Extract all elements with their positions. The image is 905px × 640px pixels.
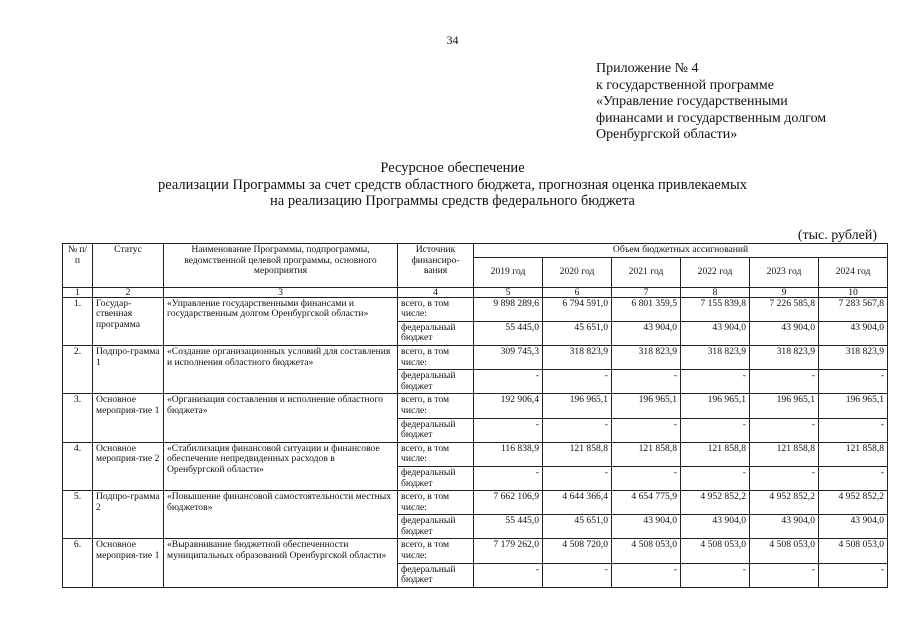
- column-index: 6: [543, 287, 612, 297]
- row-value: 4 952 852,2: [750, 491, 819, 515]
- row-value: 43 904,0: [750, 515, 819, 539]
- column-index: 8: [681, 287, 750, 297]
- row-value: 6 794 591,0: [543, 297, 612, 321]
- row-value: 6 801 359,5: [612, 297, 681, 321]
- header-year: 2021 год: [612, 257, 681, 287]
- header-year: 2020 год: [543, 257, 612, 287]
- row-value: -: [819, 418, 888, 442]
- row-name: «Повышение финансовой самостоятельности местных бюджетов»: [164, 491, 398, 539]
- row-status: Основное мероприя-тие 2: [93, 442, 164, 490]
- title-line: на реализацию Программы средств федерального бюджета: [270, 193, 635, 209]
- row-value: 43 904,0: [681, 515, 750, 539]
- header-year: 2023 год: [750, 257, 819, 287]
- row-value: 43 904,0: [681, 321, 750, 345]
- row-source: федеральный бюджет: [398, 321, 474, 345]
- row-value: -: [612, 370, 681, 394]
- row-value: 196 965,1: [543, 394, 612, 418]
- header-year: 2019 год: [474, 257, 543, 287]
- table-row: [63, 345, 888, 369]
- row-value: -: [474, 466, 543, 490]
- row-value: -: [543, 563, 612, 587]
- row-value: -: [681, 418, 750, 442]
- appendix-line: «Управление государственными: [596, 94, 788, 109]
- appendix-line: Оренбургской области»: [596, 127, 738, 142]
- column-index: 5: [474, 287, 543, 297]
- row-value: 318 823,9: [612, 345, 681, 369]
- row-name: «Организация составления и исполнение областного бюджета»: [164, 394, 398, 442]
- row-value: 4 654 775,9: [612, 491, 681, 515]
- row-value: 45 651,0: [543, 515, 612, 539]
- column-index: 4: [398, 287, 474, 297]
- row-value: 192 906,4: [474, 394, 543, 418]
- column-index: 3: [164, 287, 398, 297]
- column-index: 7: [612, 287, 681, 297]
- row-value: -: [612, 466, 681, 490]
- row-value: 43 904,0: [819, 321, 888, 345]
- row-value: 45 651,0: [543, 321, 612, 345]
- title-line: Ресурсное обеспечение: [380, 160, 525, 176]
- row-value: 4 508 053,0: [681, 539, 750, 563]
- row-source: федеральный бюджет: [398, 515, 474, 539]
- column-index: 1: [63, 287, 93, 297]
- row-value: -: [681, 370, 750, 394]
- column-index: 9: [750, 287, 819, 297]
- header-num: № п/п: [63, 244, 93, 288]
- header-year: 2024 год: [819, 257, 888, 287]
- row-value: 7 226 585,8: [750, 297, 819, 321]
- appendix-line: к государственной программе: [596, 77, 774, 93]
- row-value: -: [681, 466, 750, 490]
- row-value: 318 823,9: [819, 345, 888, 369]
- row-number: 2.: [63, 345, 93, 393]
- row-value: 7 283 567,8: [819, 297, 888, 321]
- row-value: -: [612, 418, 681, 442]
- row-value: 196 965,1: [819, 394, 888, 418]
- row-number: 3.: [63, 394, 93, 442]
- row-value: 43 904,0: [750, 321, 819, 345]
- row-value: 55 445,0: [474, 515, 543, 539]
- appendix-line: Приложение № 4: [596, 61, 699, 76]
- row-value: 121 858,8: [612, 442, 681, 466]
- row-value: -: [474, 370, 543, 394]
- row-value: 318 823,9: [543, 345, 612, 369]
- header-year: 2022 год: [681, 257, 750, 287]
- row-value: 116 838,9: [474, 442, 543, 466]
- row-value: 4 508 053,0: [819, 539, 888, 563]
- row-value: -: [750, 370, 819, 394]
- row-value: 4 508 053,0: [612, 539, 681, 563]
- row-value: 4 952 852,2: [681, 491, 750, 515]
- row-value: 196 965,1: [750, 394, 819, 418]
- row-value: 121 858,8: [819, 442, 888, 466]
- row-value: 121 858,8: [750, 442, 819, 466]
- row-value: 55 445,0: [474, 321, 543, 345]
- row-number: 5.: [63, 491, 93, 539]
- row-number: 4.: [63, 442, 93, 490]
- row-status: Основное мероприя-тие 1: [93, 394, 164, 442]
- row-status: Основное мероприя-тие 1: [93, 539, 164, 587]
- row-value: 4 508 053,0: [750, 539, 819, 563]
- row-value: -: [543, 370, 612, 394]
- title-line: реализации Программы за счет средств областного бюджета, прогнозная оценка привлекаемых: [158, 176, 747, 193]
- row-value: 43 904,0: [612, 321, 681, 345]
- row-value: -: [543, 466, 612, 490]
- row-value: -: [750, 563, 819, 587]
- appendix-note: [596, 61, 826, 144]
- table-row: [63, 442, 888, 466]
- row-value: -: [543, 418, 612, 442]
- row-status: Подпро-грамма 1: [93, 345, 164, 393]
- header-status: Статус: [93, 244, 164, 288]
- table-row: [63, 394, 888, 418]
- document-title: [0, 160, 905, 210]
- row-value: -: [681, 563, 750, 587]
- row-value: 4 952 852,2: [819, 491, 888, 515]
- row-source: всего, в том числе:: [398, 345, 474, 369]
- header-volume: Объем бюджетных ассигнований: [474, 244, 888, 258]
- table-row: [63, 297, 888, 321]
- row-value: 9 898 289,6: [474, 297, 543, 321]
- column-index: 2: [93, 287, 164, 297]
- column-index-row: [63, 287, 888, 297]
- row-value: -: [819, 563, 888, 587]
- column-index: 10: [819, 287, 888, 297]
- row-number: 1.: [63, 297, 93, 345]
- row-value: 196 965,1: [681, 394, 750, 418]
- row-source: федеральный бюджет: [398, 563, 474, 587]
- row-value: -: [474, 563, 543, 587]
- row-status: Государ-ственная программа: [93, 297, 164, 345]
- row-value: 4 508 720,0: [543, 539, 612, 563]
- units-label: (тыс. рублей): [797, 228, 877, 243]
- page-number: 34: [446, 33, 459, 47]
- row-value: 4 644 366,4: [543, 491, 612, 515]
- row-value: -: [474, 418, 543, 442]
- row-source: всего, в том числе:: [398, 297, 474, 321]
- row-value: 43 904,0: [819, 515, 888, 539]
- row-value: -: [750, 418, 819, 442]
- row-name: «Стабилизация финансовой ситуации и финансовое обеспечение непредвиденных расходов в Оренбургской области»: [164, 442, 398, 490]
- row-value: 121 858,8: [543, 442, 612, 466]
- row-value: 43 904,0: [612, 515, 681, 539]
- row-status: Подпро-грамма 2: [93, 491, 164, 539]
- row-name: «Управление государственными финансами и государственным долгом Оренбургской области»: [164, 297, 398, 345]
- header-source: Источник финансиро-вания: [398, 244, 474, 288]
- row-value: -: [819, 370, 888, 394]
- row-value: 318 823,9: [750, 345, 819, 369]
- table-row: [63, 539, 888, 563]
- row-value: -: [612, 563, 681, 587]
- row-source: всего, в том числе:: [398, 394, 474, 418]
- row-value: 309 745,3: [474, 345, 543, 369]
- budget-table: [62, 243, 888, 588]
- row-number: 6.: [63, 539, 93, 587]
- row-value: 7 179 262,0: [474, 539, 543, 563]
- table-row: [63, 491, 888, 515]
- row-source: федеральный бюджет: [398, 370, 474, 394]
- row-value: 121 858,8: [681, 442, 750, 466]
- row-value: 318 823,9: [681, 345, 750, 369]
- row-source: всего, в том числе:: [398, 491, 474, 515]
- row-source: федеральный бюджет: [398, 418, 474, 442]
- row-name: «Выравнивание бюджетной обеспеченности муниципальных образований Оренбургской области»: [164, 539, 398, 587]
- row-source: федеральный бюджет: [398, 466, 474, 490]
- row-value: 196 965,1: [612, 394, 681, 418]
- row-value: -: [750, 466, 819, 490]
- appendix-line: финансами и государственным долгом: [596, 110, 827, 126]
- row-source: всего, в том числе:: [398, 442, 474, 466]
- row-value: -: [819, 466, 888, 490]
- row-name: «Создание организационных условий для составления и исполнения областного бюджета»: [164, 345, 398, 393]
- row-value: 7 155 839,8: [681, 297, 750, 321]
- row-value: 7 662 106,9: [474, 491, 543, 515]
- header-name: Наименование Программы, подпрограммы, ведомственной целевой программы, основного мероприятия: [164, 244, 398, 288]
- row-source: всего, в том числе:: [398, 539, 474, 563]
